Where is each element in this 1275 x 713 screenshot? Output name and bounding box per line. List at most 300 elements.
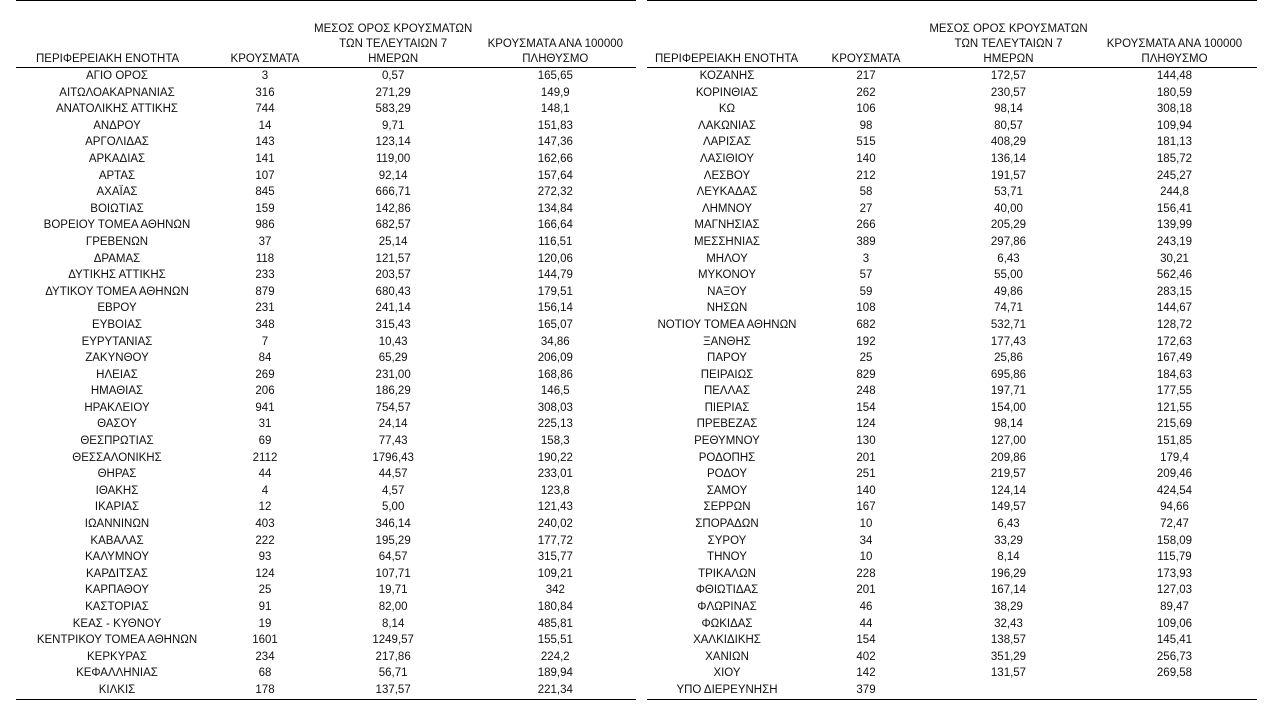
region-cell: ΑΝΔΡΟΥ	[93, 119, 141, 132]
per100k-cell: 209,46	[1156, 468, 1193, 481]
table-row	[647, 632, 1257, 649]
region-cell: ΠΑΡΟΥ	[707, 352, 747, 365]
per100k-cell: 157,64	[537, 169, 573, 182]
per100k-cell: 127,03	[1156, 584, 1193, 597]
region-cell: ΛΕΥΚΑΔΑΣ	[696, 186, 758, 199]
per100k-cell: 562,46	[1156, 269, 1193, 282]
per100k-cell: 424,54	[1156, 484, 1193, 497]
avg7-cell: 53,71	[994, 186, 1023, 199]
per100k-cell: 165,65	[537, 70, 573, 82]
region-cell: ΣΑΜΟΥ	[706, 484, 748, 497]
per100k-cell: 146,5	[540, 385, 570, 398]
per100k-cell: 144,79	[537, 269, 573, 282]
table-row	[16, 566, 636, 583]
avg7-cell: 121,57	[375, 252, 411, 265]
avg7-cell: 10,43	[378, 335, 408, 348]
table-row	[16, 300, 636, 317]
table-row	[16, 682, 636, 699]
per100k-cell: 168,86	[537, 368, 573, 381]
cases-cell: 515	[856, 136, 876, 149]
table-row	[16, 267, 636, 284]
region-cell: ΤΗΝΟΥ	[707, 551, 747, 564]
table-row	[647, 682, 1257, 699]
avg7-cell: 197,71	[990, 385, 1027, 398]
table-row	[16, 649, 636, 666]
cases-cell: 141	[255, 152, 275, 165]
per100k-cell: 167,49	[1156, 352, 1193, 365]
cases-cell: 234	[255, 650, 275, 663]
avg7-cell: 666,71	[375, 186, 411, 199]
per100k-cell: 256,73	[1156, 650, 1193, 663]
cases-cell: 31	[258, 418, 272, 431]
region-cell: ΚΑΛΥΜΝΟΥ	[85, 551, 149, 564]
per100k-cell: 34,86	[540, 335, 570, 348]
cases-cell: 34	[859, 534, 873, 547]
avg7-cell: 6,43	[997, 252, 1020, 265]
region-cell: ΑΡΚΑΔΙΑΣ	[88, 152, 146, 165]
cases-cell: 269	[255, 368, 275, 381]
region-cell: ΙΩΑΝΝΙΝΩΝ	[84, 518, 150, 531]
region-cell: ΦΛΩΡΙΝΑΣ	[697, 601, 757, 613]
cases-cell: 7	[261, 335, 269, 348]
table-row	[16, 516, 636, 533]
avg7-cell: 131,57	[990, 667, 1027, 680]
region-cell: ΘΑΣΟΥ	[97, 418, 137, 431]
cases-cell: 379	[807, 682, 925, 699]
header-avg7: ΜΕΣΟΣ ΟΡΟΣ ΚΡΟΥΣΜΑΤΩΝ ΤΩΝ ΤΕΛΕΥΤΑΙΩΝ 7 ΗΜΕΡΩΝ	[925, 1, 1092, 68]
per100k-cell: 121,43	[537, 501, 573, 514]
region-cell: ΥΠΟ ΔΙΕΡΕΥΝΗΣΗ	[647, 682, 807, 699]
per100k-cell: 158,3	[540, 435, 570, 448]
cases-cell: 14	[258, 119, 272, 132]
cases-cell: 1601	[252, 634, 278, 647]
region-cell: ΦΘΙΩΤΙΔΑΣ	[695, 584, 759, 597]
region-cell: ΓΡΕΒΕΝΩΝ	[85, 235, 149, 248]
avg7-cell: 77,43	[378, 435, 408, 448]
per100k-cell: 144,48	[1156, 70, 1193, 82]
region-cell: ΚΑΒΑΛΑΣ	[90, 534, 144, 547]
avg7-cell: 55,00	[994, 269, 1023, 282]
cases-cell: 845	[255, 186, 275, 199]
per100k-cell: 149,9	[540, 86, 570, 99]
cases-cell: 12	[258, 501, 272, 514]
avg7-cell: 25,14	[378, 235, 408, 248]
cases-cell: 986	[255, 219, 275, 232]
region-cell: ΔΥΤΙΚΟΥ ΤΟΜΕΑ ΑΘΗΝΩΝ	[45, 285, 189, 298]
cases-cell: 251	[856, 468, 876, 481]
cases-cell: 201	[856, 584, 876, 597]
cases-cell: 98	[859, 119, 873, 132]
region-cell: ΚΕΦΑΛΛΗΝΙΑΣ	[76, 667, 158, 680]
region-cell: ΜΥΚΟΝΟΥ	[697, 269, 757, 282]
region-cell: ΡΕΘΥΜΝΟΥ	[694, 435, 760, 448]
table-row	[16, 251, 636, 268]
table-row	[647, 599, 1257, 616]
per100k-cell: 244,8	[1160, 186, 1189, 199]
table-row	[16, 549, 636, 566]
per100k-cell: 128,72	[1156, 318, 1193, 331]
per100k-cell: 245,27	[1156, 169, 1193, 182]
avg7-cell: 203,57	[375, 269, 411, 282]
region-cell: ΡΟΔΟΥ	[706, 468, 748, 481]
table-row	[647, 499, 1257, 516]
per100k-cell: 179,4	[1160, 451, 1189, 464]
per100k-cell: 221,34	[474, 682, 636, 699]
table-row	[16, 616, 636, 633]
avg7-cell: 127,00	[990, 435, 1027, 448]
avg7-cell: 8,14	[997, 551, 1020, 564]
cases-cell: 266	[856, 219, 876, 232]
table-row	[16, 118, 636, 135]
table-row	[647, 416, 1257, 433]
per100k-cell: 181,13	[1156, 136, 1193, 149]
per100k-cell: 189,94	[537, 667, 573, 680]
table-row	[16, 151, 636, 168]
region-cell: ΚΑΣΤΟΡΙΑΣ	[85, 601, 149, 613]
region-cell: ΧΙΟΥ	[713, 667, 741, 680]
table-row	[16, 499, 636, 516]
per100k-cell: 179,51	[537, 285, 573, 298]
region-cell: ΕΒΡΟΥ	[97, 302, 137, 315]
table-row	[16, 533, 636, 550]
per100k-cell: 190,22	[537, 451, 573, 464]
cases-cell: 829	[856, 368, 876, 381]
avg7-cell: 195,29	[375, 534, 411, 547]
cases-cell: 217	[856, 70, 876, 82]
per100k-cell: 206,09	[537, 352, 573, 365]
table-row	[647, 433, 1257, 450]
header-per100k: ΚΡΟΥΣΜΑΤΑ ΑΝΑ 100000 ΠΛΗΘΥΣΜΟ	[474, 1, 636, 68]
table-row	[647, 284, 1257, 301]
avg7-cell: 9,71	[381, 119, 405, 132]
table-row	[647, 533, 1257, 550]
table-row	[16, 416, 636, 433]
avg7-cell: 82,00	[378, 601, 408, 613]
per100k-cell: 121,55	[1156, 401, 1193, 414]
table-row	[647, 566, 1257, 583]
per100k-cell: 166,64	[537, 219, 573, 232]
region-cell: ΝΟΤΙΟΥ ΤΟΜΕΑ ΑΘΗΝΩΝ	[657, 318, 797, 331]
cases-cell: 316	[255, 86, 275, 99]
table-row	[16, 317, 636, 334]
table-row	[647, 665, 1257, 682]
per100k-cell: 180,59	[1156, 86, 1193, 99]
cases-cell: 348	[255, 318, 275, 331]
cases-cell: 142	[856, 667, 876, 680]
cases-cell: 879	[255, 285, 275, 298]
region-cell: ΔΥΤΙΚΗΣ ΑΤΤΙΚΗΣ	[68, 269, 166, 282]
region-cell: ΤΡΙΚΑΛΩΝ	[698, 567, 756, 580]
avg7-cell: 149,57	[990, 501, 1027, 514]
region-cell: ΑΓΙΟ ΟΡΟΣ	[85, 70, 148, 82]
cases-cell: 118	[255, 252, 275, 265]
avg7-cell: 107,71	[375, 567, 411, 580]
table-row	[16, 85, 636, 102]
region-cell: ΚΩ	[718, 103, 736, 116]
region-cell: ΛΑΚΩΝΙΑΣ	[698, 119, 756, 132]
per100k-cell: 224,2	[540, 650, 570, 663]
header-region: ΠΕΡΙΦΕΡΕΙΑΚΗ ΕΝΟΤΗΤΑ	[647, 1, 807, 68]
cases-cell: 4	[261, 484, 269, 497]
avg7-cell: 297,86	[990, 235, 1027, 248]
cases-cell: 403	[255, 518, 275, 531]
per100k-cell: 180,84	[537, 601, 573, 613]
per100k-cell: 177,72	[537, 534, 573, 547]
table-row	[16, 168, 636, 185]
per100k-cell: 156,41	[1156, 202, 1193, 215]
region-cell: ΛΑΡΙΣΑΣ	[702, 136, 752, 149]
table-header-row	[647, 1, 1257, 68]
region-cell: ΚΕΝΤΡΙΚΟΥ ΤΟΜΕΑ ΑΘΗΝΩΝ	[36, 634, 198, 647]
table-row	[647, 68, 1257, 85]
region-cell: ΜΕΣΣΗΝΙΑΣ	[693, 235, 761, 248]
avg7-cell: 6,43	[997, 518, 1020, 531]
region-cell: ΧΑΛΚΙΔΙΚΗΣ	[693, 634, 761, 647]
avg7-cell: 138,57	[990, 634, 1027, 647]
cases-cell: 402	[856, 650, 876, 663]
table-row	[647, 350, 1257, 367]
cases-cell: 206	[255, 385, 275, 398]
region-cell: ΑΝΑΤΟΛΙΚΗΣ ΑΤΤΙΚΗΣ	[55, 103, 178, 116]
table-row	[647, 267, 1257, 284]
cases-cell: 143	[255, 136, 275, 149]
region-cell: ΒΟΡΕΙΟΥ ΤΟΜΕΑ ΑΘΗΝΩΝ	[43, 219, 191, 232]
cases-cell: 262	[856, 86, 876, 99]
cases-cell: 44	[859, 617, 873, 630]
cases-cell: 140	[856, 152, 876, 165]
table-row	[647, 516, 1257, 533]
table-row	[16, 68, 636, 85]
cases-cell: 154	[856, 634, 876, 647]
per100k-cell: 147,36	[537, 136, 573, 149]
cases-table-right	[647, 0, 1257, 700]
per100k-cell: 109,94	[1156, 119, 1193, 132]
avg7-cell: 65,29	[378, 352, 408, 365]
per100k-cell: 269,58	[1156, 667, 1193, 680]
cases-cell: 10	[859, 518, 873, 531]
region-cell: ΝΗΣΩΝ	[706, 302, 748, 315]
region-cell: ΜΗΛΟΥ	[706, 252, 748, 265]
region-cell: ΘΕΣΣΑΛΟΝΙΚΗΣ	[72, 451, 162, 464]
per100k-cell: 145,41	[1156, 634, 1193, 647]
header-cases: ΚΡΟΥΣΜΑΤΑ	[807, 1, 925, 68]
table-row	[16, 234, 636, 251]
region-cell: ΑΙΤΩΛΟΑΚΑΡΝΑΝΙΑΣ	[59, 86, 175, 99]
avg7-cell: 0,57	[381, 70, 405, 82]
region-cell: ΠΕΛΛΑΣ	[703, 385, 751, 398]
avg7-cell: 137,57	[312, 682, 474, 699]
per100k-cell: 173,93	[1156, 567, 1193, 580]
header-avg7: ΜΕΣΟΣ ΟΡΟΣ ΚΡΟΥΣΜΑΤΩΝ ΤΩΝ ΤΕΛΕΥΤΑΙΩΝ 7 ΗΜΕΡΩΝ	[312, 1, 474, 68]
avg7-cell: 40,00	[994, 202, 1023, 215]
cases-cell: 84	[258, 352, 272, 365]
per100k-cell: 308,18	[1156, 103, 1193, 116]
region-cell: ΒΟΙΩΤΙΑΣ	[90, 202, 144, 215]
region-cell: ΙΘΑΚΗΣ	[95, 484, 139, 497]
cases-cell: 130	[856, 435, 876, 448]
per100k-cell: 165,07	[537, 318, 573, 331]
table-row	[647, 582, 1257, 599]
per100k-cell: 185,72	[1156, 152, 1193, 165]
cases-cell: 222	[255, 534, 275, 547]
table-row	[16, 334, 636, 351]
cases-table-left	[16, 0, 636, 700]
table-row	[647, 234, 1257, 251]
cases-cell: 941	[255, 401, 275, 414]
region-cell: ΠΙΕΡΙΑΣ	[704, 401, 750, 414]
table-row	[16, 184, 636, 201]
table-row	[647, 483, 1257, 500]
cases-cell: 140	[856, 484, 876, 497]
avg7-cell: 351,29	[990, 650, 1027, 663]
cases-cell: 167	[856, 501, 876, 514]
table-body-right	[647, 68, 1257, 700]
region-cell: ΙΚΑΡΙΑΣ	[94, 501, 140, 514]
avg7-cell: 408,29	[990, 136, 1027, 149]
avg7-cell: 1796,43	[372, 451, 414, 464]
per100k-cell: 283,15	[1156, 285, 1193, 298]
per100k-cell: 144,67	[1156, 302, 1193, 315]
cases-cell: 93	[258, 551, 272, 564]
avg7-cell: 80,57	[994, 119, 1023, 132]
cases-cell: 2112	[252, 451, 278, 464]
cases-cell: 201	[856, 451, 876, 464]
table-row	[647, 217, 1257, 234]
per100k-cell: 308,03	[537, 401, 573, 414]
avg7-cell: 64,57	[378, 551, 408, 564]
per100k-cell: 485,81	[537, 617, 573, 630]
avg7-cell: 682,57	[375, 219, 411, 232]
cases-cell: 228	[856, 567, 876, 580]
header-region: ΠΕΡΙΦΕΡΕΙΑΚΗ ΕΝΟΤΗΤΑ	[16, 1, 218, 68]
per100k-cell: 134,84	[537, 202, 573, 215]
per100k-cell: 272,32	[537, 186, 573, 199]
table-row	[647, 118, 1257, 135]
table-row	[16, 466, 636, 483]
region-cell: ΕΥΒΟΙΑΣ	[92, 318, 142, 331]
cases-cell: 58	[859, 186, 873, 199]
avg7-cell: 177,43	[990, 335, 1027, 348]
avg7-cell: 154,00	[990, 401, 1027, 414]
avg7-cell: 186,29	[375, 385, 411, 398]
table-row	[16, 101, 636, 118]
table-row	[16, 350, 636, 367]
region-cell: ΔΡΑΜΑΣ	[93, 252, 141, 265]
table-row	[647, 450, 1257, 467]
avg7-cell: 8,14	[381, 617, 405, 630]
avg7-cell: 44,57	[378, 468, 408, 481]
avg7-cell	[925, 682, 1092, 699]
per100k-cell: 139,99	[1156, 219, 1193, 232]
avg7-cell: 119,00	[375, 152, 411, 165]
region-cell: ΝΑΞΟΥ	[707, 285, 747, 298]
cases-cell: 57	[859, 269, 873, 282]
avg7-cell: 24,14	[378, 418, 408, 431]
cases-cell: 19	[258, 617, 272, 630]
table-row	[647, 101, 1257, 118]
avg7-cell: 4,57	[381, 484, 405, 497]
region-cell: ΞΑΝΘΗΣ	[703, 335, 751, 348]
region-cell: ΘΗΡΑΣ	[97, 468, 137, 481]
avg7-cell: 5,00	[381, 501, 405, 514]
cases-cell: 25	[859, 352, 873, 365]
table-row	[647, 168, 1257, 185]
avg7-cell: 241,14	[375, 302, 411, 315]
region-cell: ΚΕΑΣ - ΚΥΘΝΟΥ	[72, 617, 162, 630]
table-row	[647, 251, 1257, 268]
table-row	[647, 334, 1257, 351]
table-row	[647, 367, 1257, 384]
region-cell: ΣΠΟΡΑΔΩΝ	[695, 518, 759, 531]
table-row	[647, 85, 1257, 102]
table-row	[16, 284, 636, 301]
region-cell: ΣΥΡΟΥ	[707, 534, 747, 547]
avg7-cell: 92,14	[378, 169, 408, 182]
table-row	[16, 134, 636, 151]
cases-cell: 3	[261, 70, 269, 82]
per100k-cell: 115,79	[1157, 551, 1192, 564]
table-header-row	[16, 1, 636, 68]
cases-cell: 154	[856, 401, 876, 414]
avg7-cell: 1249,57	[372, 634, 414, 647]
table-row	[647, 466, 1257, 483]
region-cell: ΕΥΡΥΤΑΝΙΑΣ	[81, 335, 153, 348]
table-row	[16, 665, 636, 682]
header-cases: ΚΡΟΥΣΜΑΤΑ	[218, 1, 312, 68]
table-row	[647, 184, 1257, 201]
avg7-cell: 167,14	[990, 584, 1027, 597]
cases-cell: 124	[255, 567, 275, 580]
table-row	[647, 134, 1257, 151]
per100k-cell	[1092, 682, 1257, 699]
avg7-cell: 142,86	[375, 202, 411, 215]
avg7-cell: 98,14	[994, 103, 1023, 116]
per100k-cell: 148,1	[540, 103, 570, 116]
per100k-cell: 342	[545, 584, 565, 597]
per100k-cell: 162,66	[537, 152, 573, 165]
cases-cell: 68	[258, 667, 272, 680]
table-row	[16, 433, 636, 450]
avg7-cell: 231,00	[375, 368, 411, 381]
avg7-cell: 205,29	[990, 219, 1027, 232]
avg7-cell: 38,29	[994, 601, 1023, 613]
avg7-cell: 680,43	[375, 285, 411, 298]
region-cell: ΡΟΔΟΠΗΣ	[698, 451, 756, 464]
cases-cell: 124	[856, 418, 876, 431]
cases-cell: 3	[862, 252, 870, 265]
table-row	[16, 632, 636, 649]
per100k-cell: 116,51	[538, 235, 573, 248]
table-row	[16, 400, 636, 417]
region-cell: ΚΑΡΠΑΘΟΥ	[85, 584, 149, 597]
per100k-cell: 72,47	[1160, 518, 1189, 531]
cases-cell: 108	[856, 302, 876, 315]
avg7-cell: 191,57	[990, 169, 1027, 182]
per100k-cell: 109,06	[1156, 617, 1193, 630]
avg7-cell: 124,14	[990, 484, 1027, 497]
avg7-cell: 230,57	[990, 86, 1027, 99]
avg7-cell: 74,71	[994, 302, 1023, 315]
per100k-cell: 158,09	[1156, 534, 1193, 547]
avg7-cell: 346,14	[375, 518, 411, 531]
cases-cell: 107	[255, 169, 275, 182]
region-cell: ΚΟΡΙΝΘΙΑΣ	[695, 86, 759, 99]
per100k-cell: 240,02	[537, 518, 573, 531]
per100k-cell: 172,63	[1156, 335, 1193, 348]
avg7-cell: 695,86	[990, 368, 1027, 381]
table-row	[647, 649, 1257, 666]
per100k-cell: 243,19	[1156, 235, 1193, 248]
